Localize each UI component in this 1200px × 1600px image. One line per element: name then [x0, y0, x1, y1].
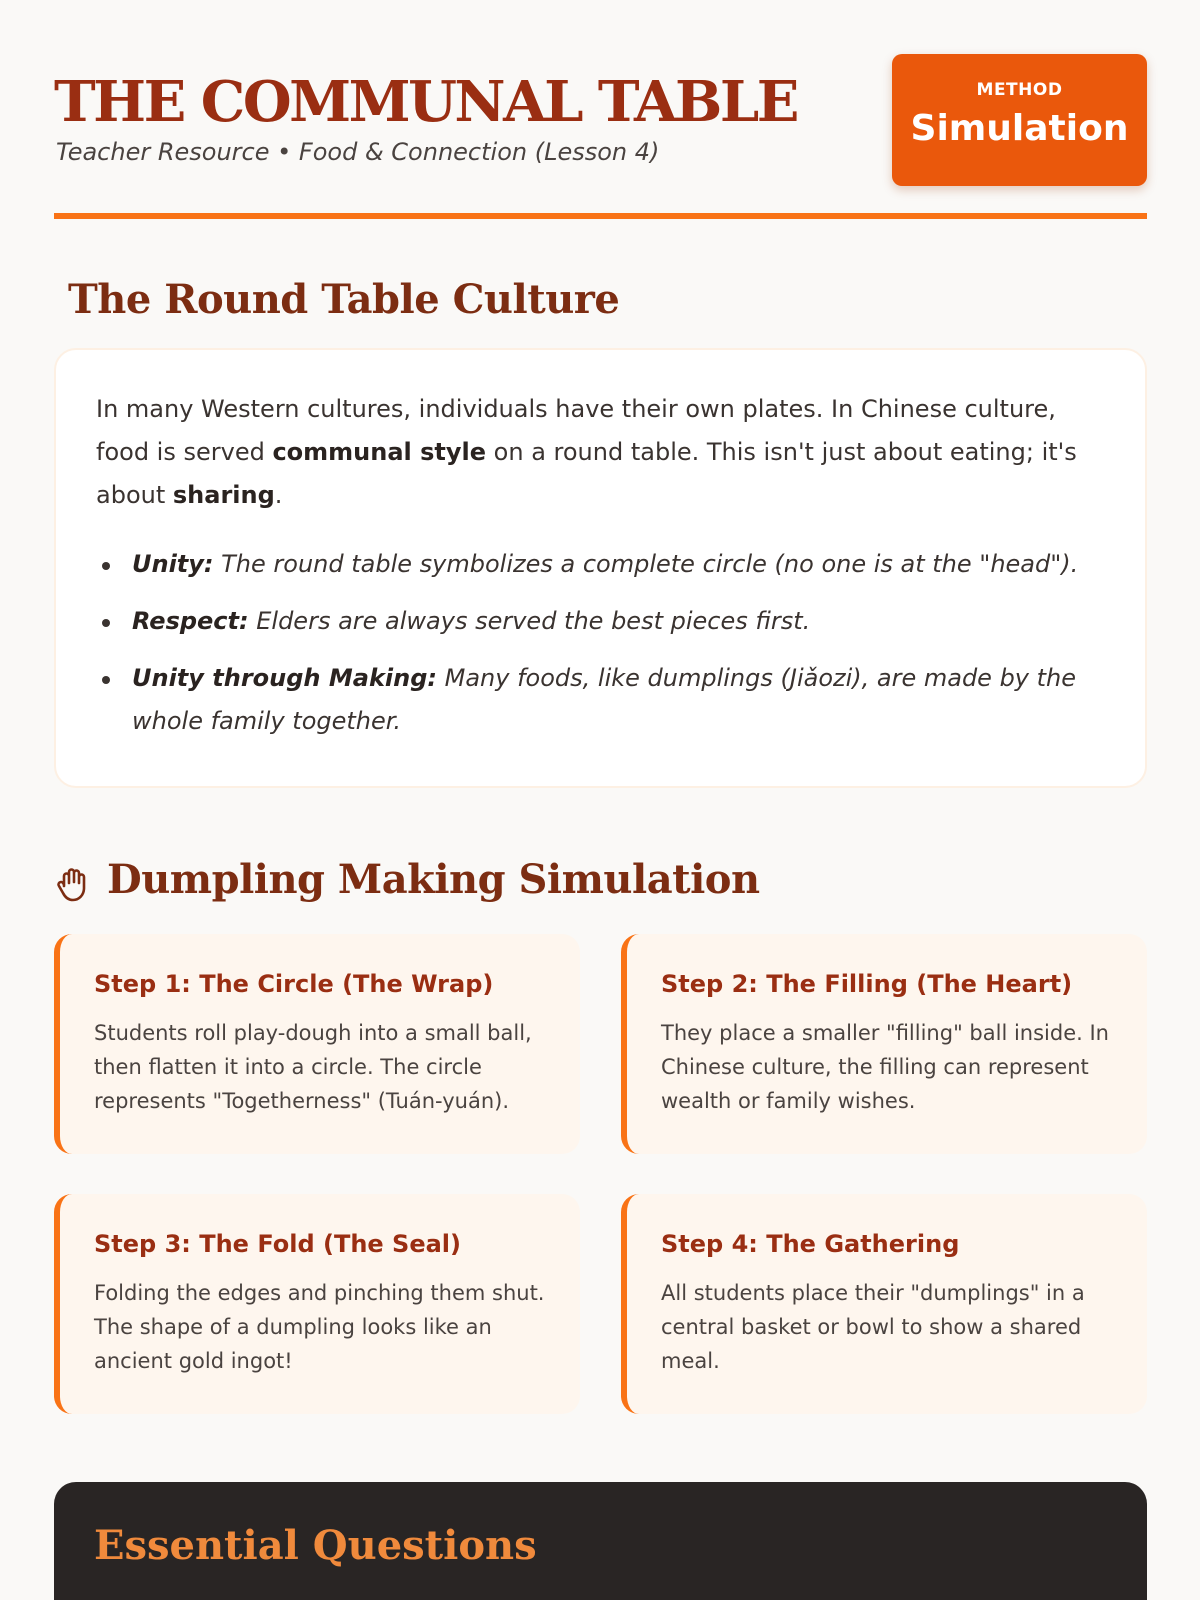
- simulation-heading: Dumpling Making Simulation: [107, 856, 760, 903]
- culture-points: [96, 543, 1105, 743]
- step-title: Step 3: The Fold (The Seal): [94, 1230, 461, 1258]
- point-text: Many foods, like dumplings (Jiǎozi), are made by the whole family together.: [132, 664, 1077, 735]
- page-title: THE COMMUNAL TABLE: [54, 69, 797, 135]
- intro-bold-2: sharing: [172, 481, 275, 509]
- list-item: [96, 600, 1105, 643]
- step-card-3: [54, 1194, 580, 1414]
- essential-questions-heading: Essential Questions: [94, 1522, 537, 1569]
- hand-icon: [54, 864, 94, 904]
- intro-bold-1: communal style: [272, 438, 487, 466]
- intro-text-1: In many Western cultures, individuals have their own plates. In Chinese culture, food is served: [96, 395, 1056, 466]
- step-title: Step 4: The Gathering: [661, 1230, 960, 1258]
- step-body: They place a smaller "filling" ball inside. In Chinese culture, the filling can represent wealth or family wishes.: [661, 1021, 1109, 1113]
- header-divider: [54, 213, 1147, 219]
- point-label: Unity through Making:: [132, 664, 437, 692]
- list-item: [96, 543, 1105, 586]
- step-title: Step 1: The Circle (The Wrap): [94, 970, 494, 998]
- step-card-2: [621, 934, 1147, 1154]
- step-body: All students place their "dumplings" in a central basket or bowl to show a shared meal.: [661, 1281, 1085, 1373]
- intro-text-2: on a round table. This isn't just about eating; it's about: [96, 438, 1077, 509]
- point-text: Elders are always served the best pieces first.: [248, 607, 811, 635]
- intro-text-3: .: [274, 481, 283, 509]
- method-badge: [892, 54, 1147, 186]
- method-value: Simulation: [910, 108, 1129, 149]
- round-table-heading: The Round Table Culture: [68, 276, 620, 323]
- list-item: [96, 657, 1105, 743]
- header: [54, 52, 1147, 220]
- step-card-1: [54, 934, 580, 1154]
- page-subtitle: Teacher Resource • Food & Connection (Lesson 4): [56, 138, 660, 166]
- intro-card: [54, 348, 1147, 788]
- step-card-4: [621, 1194, 1147, 1414]
- essential-questions-panel: [54, 1482, 1147, 1600]
- point-label: Unity:: [132, 550, 214, 578]
- step-title: Step 2: The Filling (The Heart): [661, 970, 1073, 998]
- point-label: Respect:: [132, 607, 249, 635]
- intro-paragraph: [96, 388, 1105, 517]
- method-label: METHOD: [976, 80, 1063, 100]
- step-body: Folding the edges and pinching them shut. The shape of a dumpling looks like an ancient gold ingot!: [94, 1281, 545, 1373]
- point-text: The round table symbolizes a complete circle (no one is at the "head").: [213, 550, 1079, 578]
- step-body: Students roll play-dough into a small ball, then flatten it into a circle. The circle represents "Togetherness" (Tuán-yuán).: [94, 1021, 532, 1113]
